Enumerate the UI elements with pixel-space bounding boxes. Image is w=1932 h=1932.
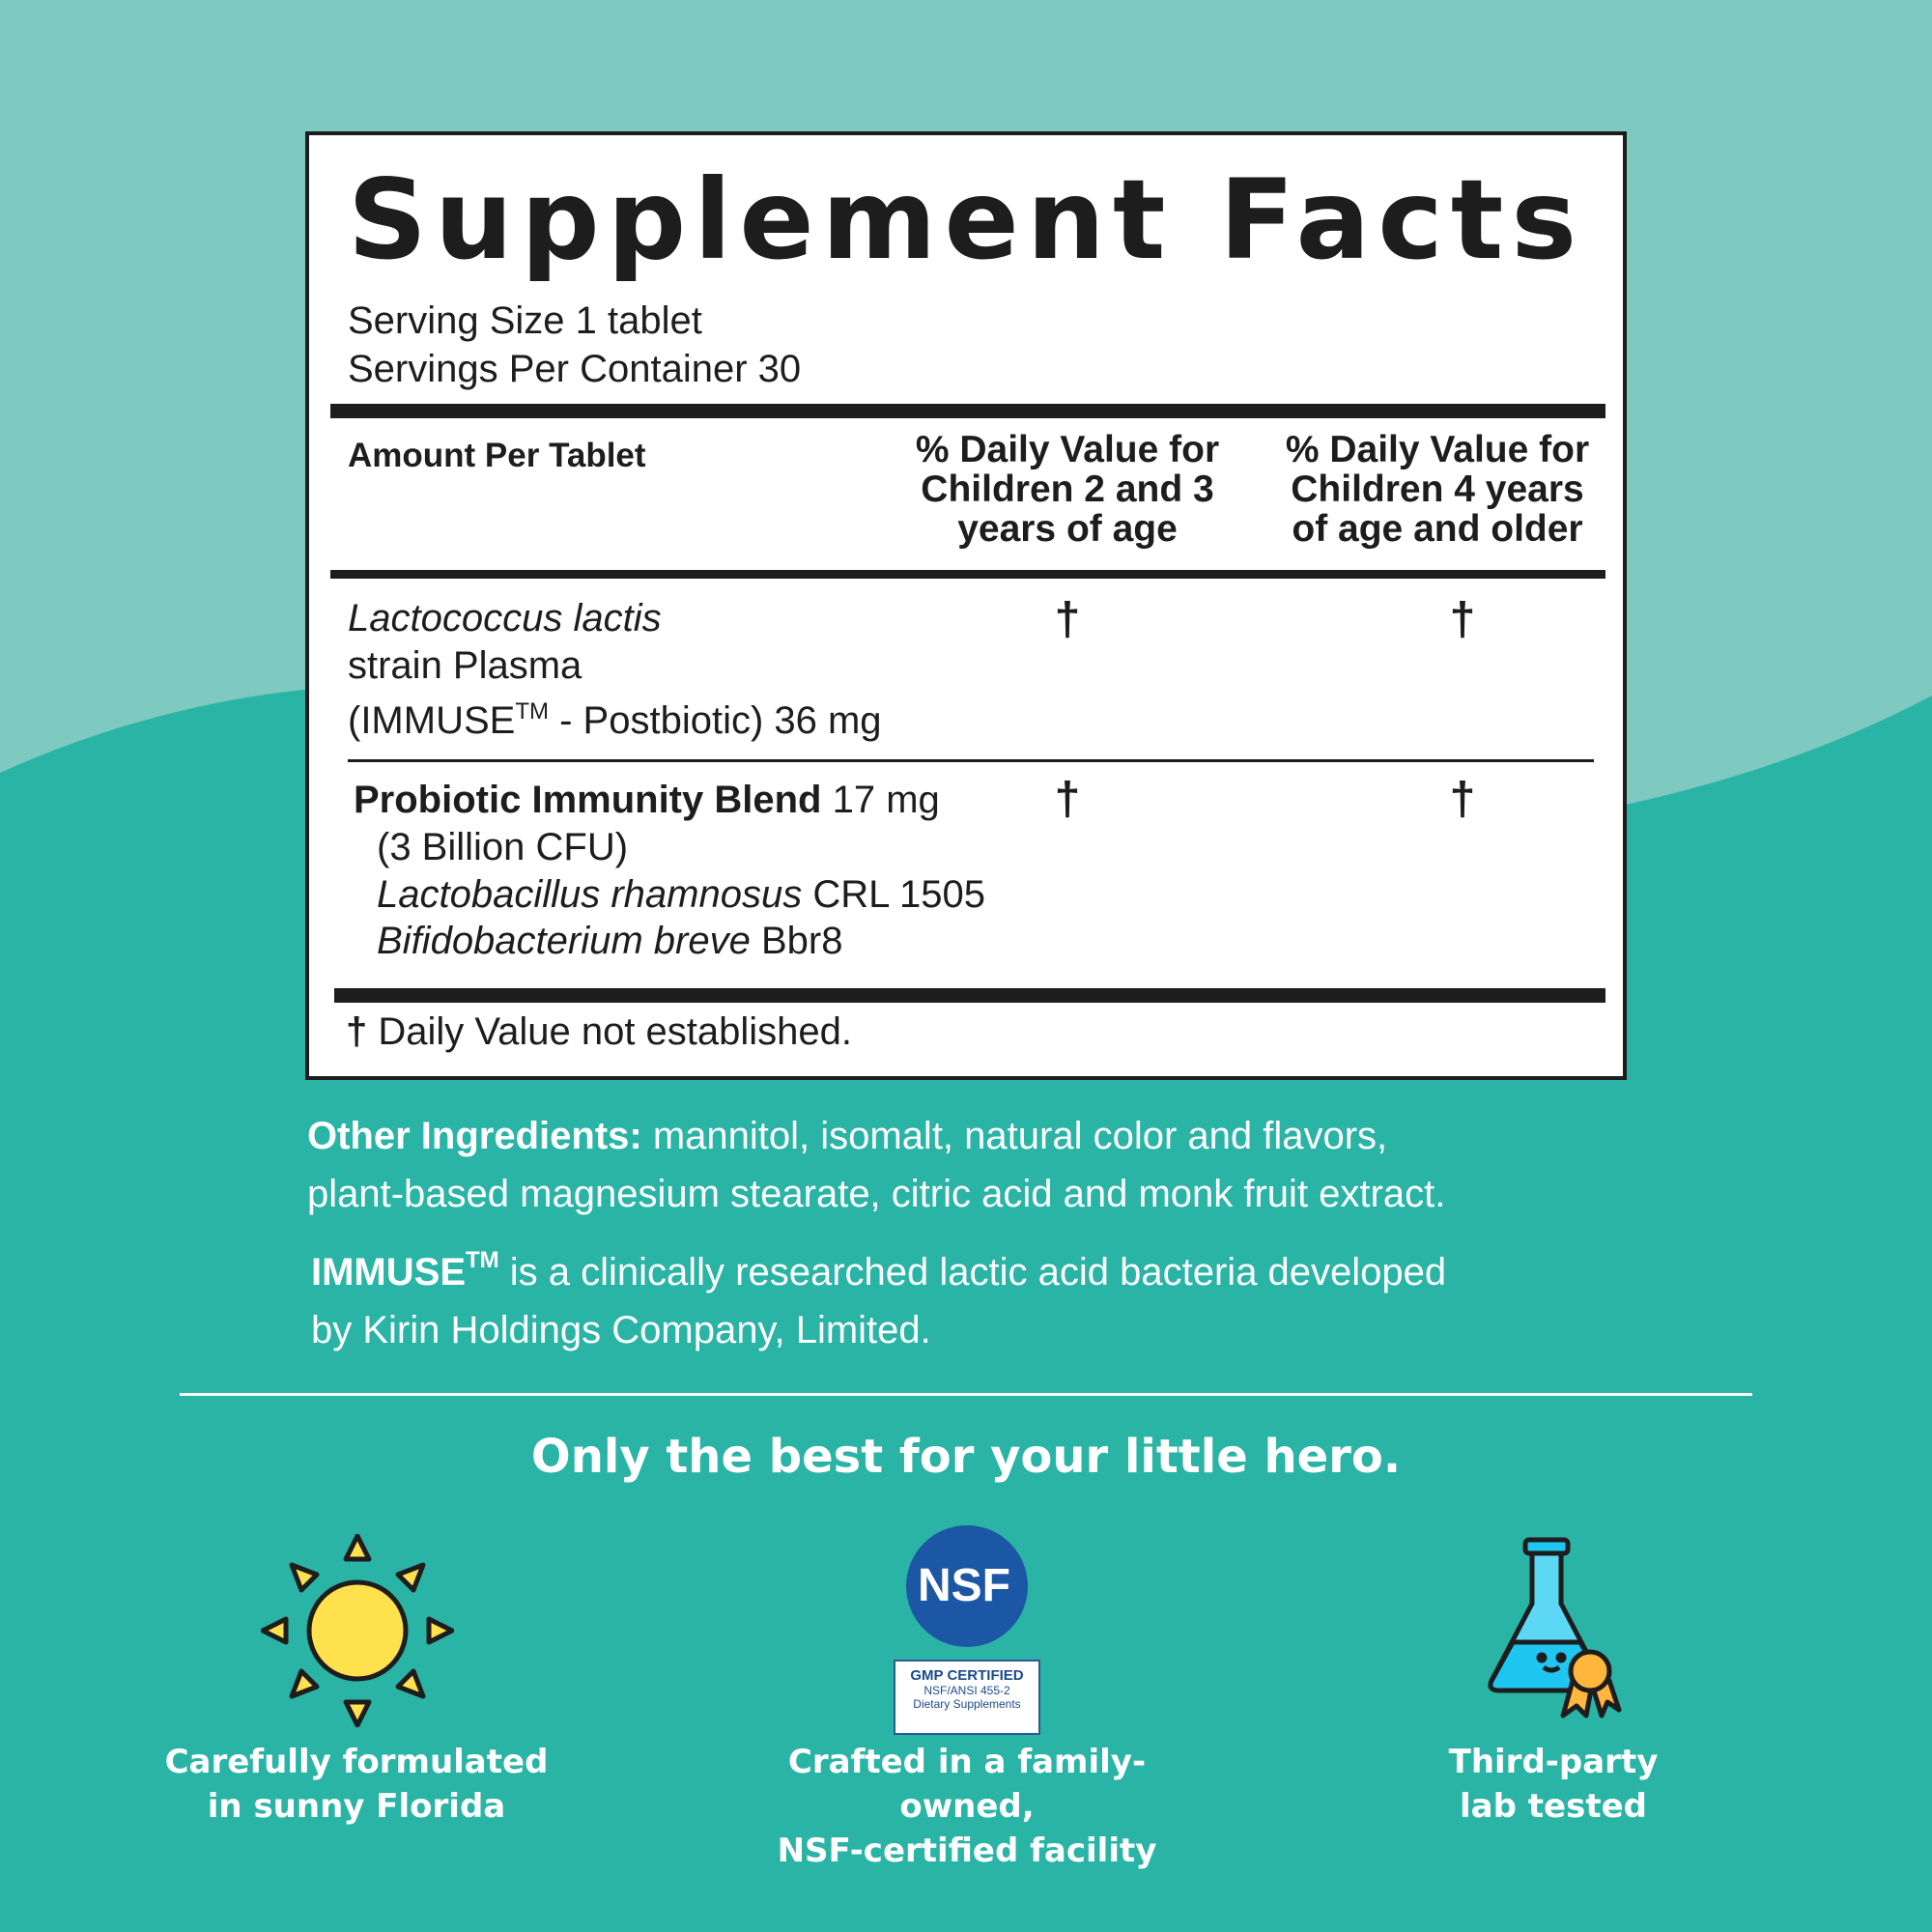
header-dv-young-line: % Daily Value for [915, 429, 1220, 470]
header-dv-young-line: Children 2 and 3 [921, 468, 1214, 510]
feature-line: NSF-certified facility [777, 1831, 1157, 1870]
feature-line: lab tested [1460, 1786, 1647, 1826]
other-ingredients [307, 1107, 1445, 1223]
blend-cfu: (3 Billion CFU) [377, 825, 629, 868]
feature-line: Third-party [1448, 1743, 1659, 1781]
sun-icon [261, 1534, 454, 1727]
header-dv-children-4-plus [1259, 431, 1616, 550]
dagger-dv-old-row2: † [1449, 774, 1476, 825]
flask-icon [1484, 1536, 1629, 1719]
blend-strain-1: Lactobacillus rhamnosus CRL 1505 [377, 872, 985, 916]
supplement-facts-panel [305, 131, 1627, 1080]
gmp-certified-badge [894, 1660, 1040, 1735]
header-dv-young-line: years of age [957, 507, 1178, 550]
trademark: TM [515, 697, 549, 724]
other-ingredients-line: plant-based magnesium stearate, citric acid and monk fruit extract. [307, 1173, 1446, 1215]
immuse-brand: IMMUSE [311, 1251, 466, 1293]
servings-per-container: Servings Per Container 30 [348, 348, 802, 390]
trademark: TM [466, 1247, 499, 1273]
medium-rule [330, 570, 1605, 579]
dagger-dv-young-row1: † [1054, 594, 1081, 645]
header-dv-children-2-3 [889, 431, 1246, 550]
immuse-note [311, 1243, 1446, 1359]
gmp-line: Dietary Supplements [913, 1697, 1021, 1712]
header-dv-old-line: % Daily Value for [1285, 429, 1590, 470]
header-amount: Amount Per Tablet [348, 437, 646, 474]
footnote-dagger: † [346, 1010, 368, 1053]
serving-size: Serving Size 1 tablet [348, 299, 702, 342]
facts-title: Supplement Facts [347, 156, 1585, 284]
nsf-logo [904, 1523, 1030, 1649]
footnote [346, 1010, 852, 1054]
header-dv-old-line: of age and older [1292, 507, 1583, 550]
thick-rule-top [330, 404, 1605, 418]
feature-label-lab-tested [1312, 1741, 1795, 1830]
feature-label-florida [115, 1741, 598, 1830]
thin-rule [348, 759, 1594, 762]
feature-line: Crafted in a family-owned, [787, 1743, 1147, 1826]
ingredient-strain: strain Plasma [348, 643, 582, 687]
divider [180, 1393, 1752, 1396]
blend-amount: 17 mg [821, 779, 940, 821]
feature-line: in sunny Florida [207, 1786, 506, 1826]
ingredient-detail: (IMMUSE™ - Postbiotic) 36 mg [348, 697, 882, 742]
other-ingredients-label: Other Ingredients: [307, 1115, 642, 1157]
immuse-note-line: is a clinically researched lactic acid bacteria developed [498, 1251, 1447, 1293]
other-ingredients-line: mannitol, isomalt, natural color and flavors, [641, 1115, 1388, 1157]
immuse-note-line: by Kirin Holdings Company, Limited. [311, 1309, 931, 1351]
gmp-line: GMP CERTIFIED [910, 1667, 1024, 1684]
gmp-line: NSF/ANSI 455-2 [923, 1684, 1010, 1697]
thick-rule-bottom [334, 988, 1605, 1003]
header-dv-old-line: Children 4 years [1291, 468, 1584, 510]
dagger-dv-young-row2: † [1054, 774, 1081, 825]
feature-label-nsf [725, 1741, 1208, 1874]
dagger-dv-old-row1: † [1449, 594, 1476, 645]
blend-strain-2: Bifidobacterium breve Bbr8 [377, 920, 843, 963]
tagline: Only the best for your little hero. [530, 1430, 1402, 1484]
blend-name: Probiotic Immunity Blend [354, 779, 822, 821]
nsf-logo-text: NSF [918, 1560, 1010, 1611]
footnote-text: Daily Value not established. [367, 1010, 853, 1053]
feature-line: Carefully formulated [164, 1743, 549, 1781]
ingredient-row-probiotic-blend [354, 777, 985, 965]
ingredient-name: Lactococcus lactis [348, 597, 662, 639]
ingredient-row-lactococcus [348, 595, 882, 744]
